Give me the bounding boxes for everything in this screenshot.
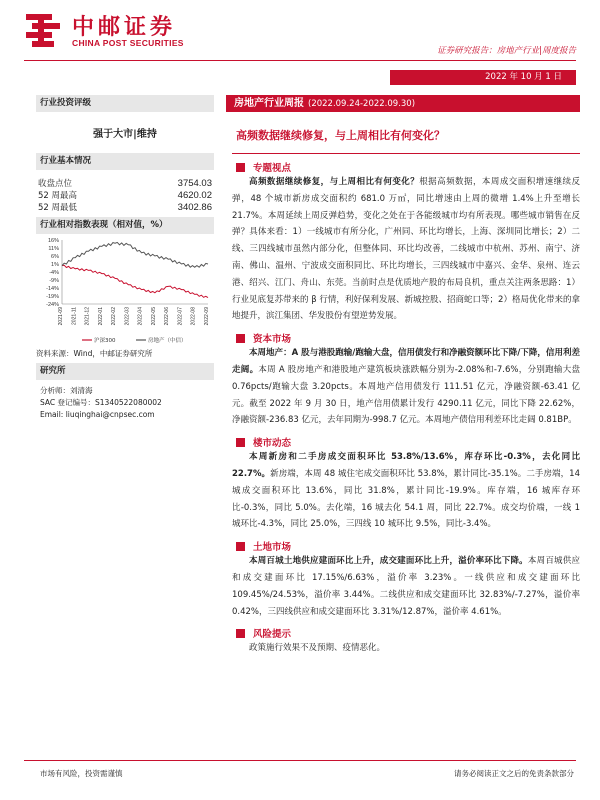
section-lead: 本周百城土地供应建面环比上升，成交建面环比上升，溢价率环比下降。 — [249, 556, 528, 567]
section-housing-market — [226, 435, 580, 533]
square-bullet-icon — [236, 163, 245, 172]
section-body — [226, 640, 580, 657]
analyst-info — [36, 380, 214, 421]
square-bullet-icon — [236, 542, 245, 551]
y-tick-label: 1% — [51, 262, 59, 268]
square-bullet-icon — [236, 438, 245, 447]
x-tick-label: 2022-06 — [164, 307, 171, 326]
basic-info-row — [36, 190, 214, 202]
info-value: 4620.02 — [177, 190, 212, 201]
section-body — [226, 449, 580, 533]
section-risk — [226, 626, 580, 657]
section-title: 专题视点 — [226, 160, 580, 174]
section-text: 政策施行效果不及预期、疫情恶化。 — [249, 643, 386, 654]
section-capital-market — [226, 331, 580, 429]
section-body — [226, 553, 580, 620]
section-title: 资本市场 — [226, 331, 580, 345]
series-line-real-estate — [62, 242, 208, 267]
performance-heading: 行业相对指数表现（相对值，%） — [36, 217, 214, 234]
y-tick-label: 16% — [47, 238, 59, 244]
x-tick-label: 2021-11 — [71, 307, 78, 325]
analyst-sac: SAC 登记编号：S1340522080002 — [40, 398, 162, 407]
chart-svg — [36, 234, 214, 346]
basic-info-row — [36, 202, 214, 214]
section-text: 本周 A 股房地产和港股地产建筑板块涨跌幅分别为-2.08%和-7.6%，分别跑输大盘 0.76pcts/跑输大盘 3.20pcts。本周地产信用债发行 111.51 亿元，净融资额-63.41 亿元。截至 2022 年 9 月 30 日，地产信用债累计发行 4290.11 亿元，同比下降 22.62%，净融资额-236.83 亿元，去年同期为-998.7 亿元。本周地产债信用利差环比走阔 0.81BP。 — [232, 364, 580, 426]
info-label: 52 周最高 — [38, 191, 78, 201]
x-tick-label: 2022-04 — [137, 307, 144, 326]
series-line-hs300 — [62, 265, 208, 297]
footer-divider — [24, 760, 576, 761]
section-body — [226, 174, 580, 325]
footer-risk-note: 市场有风险，投资需谨慎 — [40, 769, 123, 778]
section-land-market — [226, 539, 580, 620]
report-type: 证券研究报告：房地产行业|周度报告 — [437, 46, 576, 56]
section-lead: 本周新房和二手房成交面积环比 53.8%/13.6%，库存环比-0.3%，去化同比 22.7%。 — [232, 452, 580, 479]
header-divider — [24, 60, 576, 61]
footer-disclaimer: 请务必阅读正文之后的免责条款部分 — [454, 769, 574, 778]
y-tick-label: 11% — [48, 246, 59, 252]
square-bullet-icon — [236, 629, 245, 638]
legend-label: 沪深300 — [94, 338, 116, 344]
basic-info-row — [36, 178, 214, 190]
section-topic — [226, 160, 580, 325]
y-tick-label: -14% — [46, 286, 59, 292]
main-content — [226, 95, 580, 657]
brand-name-en: CHINA POST SECURITIES — [72, 38, 184, 48]
rating-heading: 行业投资评级 — [36, 95, 214, 112]
info-label: 52 周最低 — [38, 203, 78, 213]
y-tick-label: -19% — [46, 294, 59, 300]
weekly-dates: (2022.09.24-2022.09.30) — [308, 99, 416, 109]
report-headline: 高频数据继续修复，与上周相比有何变化？ — [236, 129, 445, 142]
brand-logo — [24, 10, 244, 52]
info-value: 3402.86 — [177, 202, 212, 213]
square-bullet-icon — [236, 334, 245, 343]
section-title: 土地市场 — [226, 539, 580, 553]
x-tick-label: 2022-07 — [177, 307, 184, 326]
x-tick-label: 2022-01 — [97, 307, 104, 326]
section-text: 新房端，本周 48 城住宅成交面积环比 53.8%，累计同比-35.1%。二手房端，14 城成交面积环比 13.6%，同比 31.8%，累计同比-19.9%。库存端，16 城库存环比-0.3%，同比 5.0%。去化端，16 城去化 54.1 周，同比 22.7%。成交均价端，一线 1 城环比-4.3%，同比 25.0%，三四线 10 城环比 9.5%，同比-3.4%。 — [232, 468, 580, 530]
x-tick-label: 2022-09 — [204, 307, 210, 326]
analyst-email[interactable]: Email: liuqinghai@cnpsec.com — [40, 410, 155, 419]
section-body — [226, 345, 580, 429]
brand-name-cn: 中邮证券 — [72, 15, 177, 40]
left-sidebar — [36, 95, 214, 421]
y-tick-label: -24% — [46, 302, 59, 308]
section-title: 风险提示 — [226, 626, 580, 640]
analyst-name: 分析师：刘清海 — [40, 386, 93, 395]
x-tick-label: 2022-02 — [111, 307, 118, 326]
x-tick-label: 2022-05 — [150, 307, 157, 326]
x-tick-label: 2022-08 — [190, 307, 197, 326]
relative-performance-chart — [36, 234, 214, 346]
x-tick-label: 2022-03 — [124, 307, 131, 326]
section-lead: 本周地产：A 股与港股跑输/跑输大盘，信用债发行和净融资额环比下降/下降，信用利差走阔。 — [232, 348, 580, 375]
basic-info-list — [36, 170, 214, 217]
weekly-title: 房地产行业周报 — [234, 98, 304, 109]
y-tick-label: 6% — [51, 254, 59, 260]
section-lead: 高频数据继续修复，与上周相比有何变化？ — [249, 177, 420, 187]
info-value: 3754.03 — [177, 178, 212, 189]
weekly-title-bar — [226, 95, 580, 112]
x-tick-label: 2021-12 — [84, 307, 91, 326]
industry-rating: 强于大市|维持 — [93, 129, 157, 140]
basic-info-heading: 行业基本情况 — [36, 153, 214, 170]
info-label: 收盘点位 — [38, 179, 73, 189]
report-date: 2022 年 10 月 1 日 — [390, 70, 576, 85]
legend-label: 房地产（中信） — [148, 338, 187, 344]
research-heading: 研究所 — [36, 363, 214, 380]
y-tick-label: -4% — [49, 270, 59, 276]
section-text: 本周百城供应和成交建面环比 17.15%/6.63%，溢价率 3.23%。一线供应和成交建面环比 109.45%/24.53%，溢价率 3.44%。二线供应和成交建面环比 32.83%/-7.27%，溢价率 0.42%，三四线供应和成交建面环比 3.31%/12.87%，溢价率 4.61%。 — [232, 556, 580, 617]
chart-source: 资料来源：Wind，中邮证券研究所 — [36, 349, 153, 358]
headline-divider — [232, 153, 580, 154]
x-tick-label: 2021-09 — [58, 307, 64, 326]
section-text: 根据高频数据，本周成交面积增速继续反弹，48 个城市新房成交面积约 681.0 万㎡，同比增速由上周的微增 1.4%上升至增长 21.7%。本周延续上周反弹趋势，变化之处在于各能级城市均有所表现。哪些城市销售在反弹？具体来看：1）一线城市有所分化，广州同、环比均增长，上海、深圳同比增长；2）二线、三四线城市虽然内部分化，但整体同、环比均改善，二线城市中杭州、苏州、南宁、济南、佛山、温州、宁波成交面积同比、环比均增长，三四线城市中嘉兴、金华、泉州、连云港、绍兴、江门、舟山、东莞。当前时点是优质地产股的布局良机，重点关注两条思路：1）行业见底复苏带来的 β 行情，利好保利发展、新城控股、招商蛇口等；2）格局优化带来的拿地提升，滨江集团、华发股份有望逆势发展。 — [232, 177, 580, 322]
y-tick-label: -9% — [49, 278, 59, 284]
china-post-logo-icon — [24, 12, 64, 48]
section-title: 楼市动态 — [226, 435, 580, 449]
